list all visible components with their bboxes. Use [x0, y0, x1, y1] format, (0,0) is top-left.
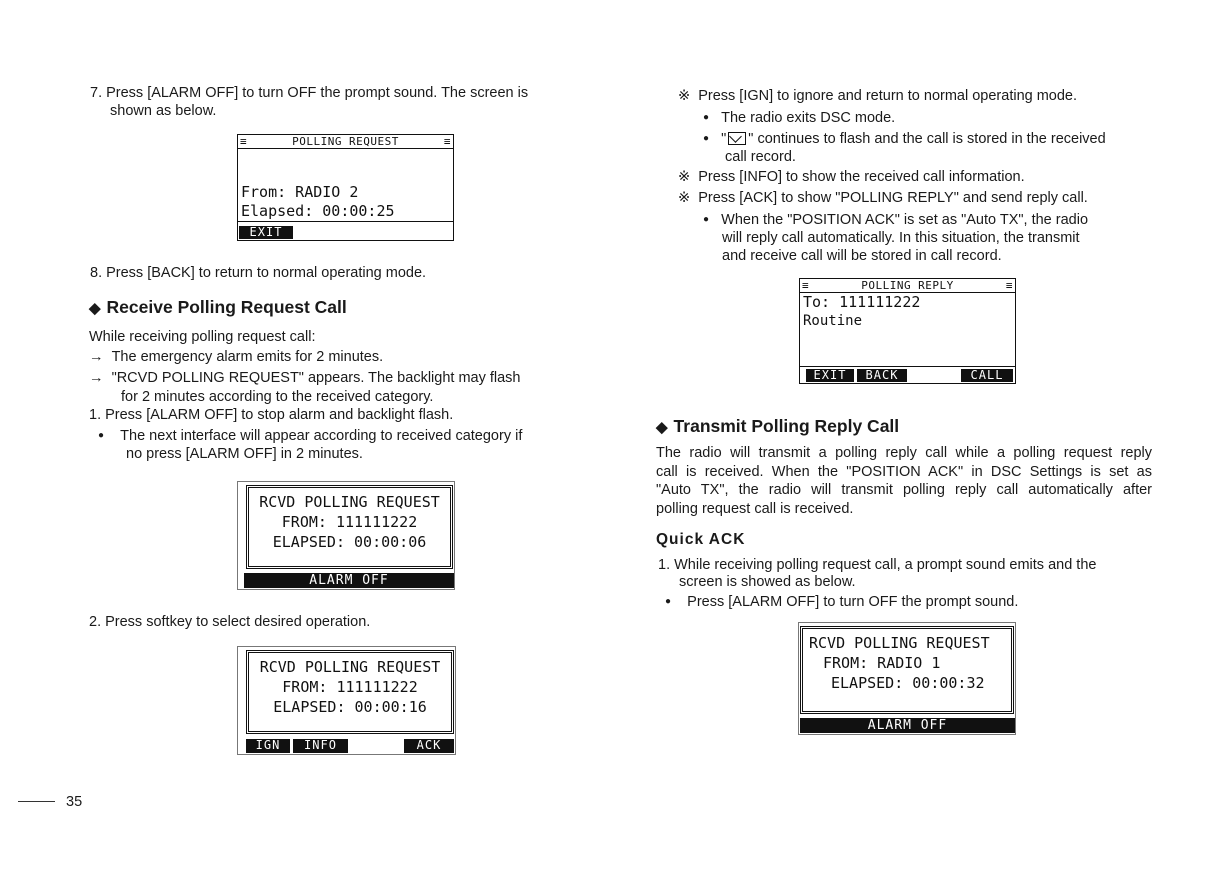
- arrow-item-1: [89, 348, 383, 367]
- step-8: 8. Press [BACK] to return to normal operating mode.: [90, 265, 427, 281]
- note-ign: [678, 87, 1077, 106]
- bullet-alarm-off: [665, 592, 1018, 612]
- lcd-title-bar: [238, 135, 453, 149]
- lcd-polling-reply: [799, 278, 1016, 384]
- arrow-icon: →: [89, 370, 104, 386]
- lcd-rcvd-elapsed: ELAPSED: 00:00:06: [272, 533, 427, 551]
- softkey-alarm-off[interactable]: ALARM OFF: [244, 573, 454, 588]
- bullet-text: Press [ALARM OFF] to turn OFF the prompt sound.: [687, 594, 1019, 610]
- bullet-text: " continues to flash and the call is stored in the received: [748, 131, 1106, 147]
- lcd-rcvd-from: FROM: RADIO 1: [823, 654, 941, 672]
- section-title-transmit: [656, 415, 899, 439]
- menu-icon: ≡: [802, 279, 810, 292]
- note-icon: ※: [678, 88, 691, 104]
- arrow-icon: →: [89, 349, 104, 365]
- bullet-text: The next interface will appear according to received category if: [120, 428, 523, 444]
- para-line-4: polling request call is received.: [656, 501, 854, 517]
- quick-step-1: 1. While receiving polling request call, a prompt sound emits and the: [658, 557, 1097, 573]
- note-icon: ※: [678, 169, 691, 185]
- note-ack: [678, 189, 1088, 208]
- lcd-rcvd-radio1: [798, 622, 1016, 735]
- softkey-call[interactable]: CALL: [961, 369, 1013, 382]
- lcd-rcvd-frame: [800, 626, 1014, 714]
- softkey-alarm-off[interactable]: ALARM OFF: [800, 718, 1015, 733]
- lcd-rcvd-polling-request: [237, 481, 455, 590]
- bullet-exits-dsc: [703, 108, 895, 128]
- diamond-icon: ◆: [89, 300, 101, 317]
- lcd-polling-request: [237, 134, 454, 241]
- lcd-rcvd-title: RCVD POLLING REQUEST: [259, 658, 441, 676]
- page-number: 35: [66, 794, 83, 810]
- lcd-title: POLLING REPLY: [861, 279, 954, 292]
- page-number-rule: [18, 801, 55, 802]
- bullet-auto-tx: [703, 210, 1088, 230]
- menu-icon: ≡: [1005, 279, 1013, 292]
- lcd-from: From: RADIO 2: [241, 183, 359, 201]
- subsection-quick-ack: Quick ACK: [656, 531, 746, 548]
- bullet-text: When the "POSITION ACK" is set as "Auto TX", the radio: [721, 212, 1089, 228]
- arrow-item-2: [89, 369, 521, 388]
- bullet-next-interface: [98, 426, 522, 446]
- envelope-icon: [728, 132, 746, 145]
- lcd-rcvd-from: FROM: 111111222: [282, 678, 418, 696]
- menu-icon: ≡: [443, 135, 451, 148]
- lcd-rcvd-frame: [246, 485, 453, 569]
- lcd-to: To: 111111222: [803, 293, 921, 311]
- section-title-text: Transmit Polling Reply Call: [673, 416, 900, 436]
- bullet-icon: ●: [703, 112, 710, 123]
- softkey-ack[interactable]: ACK: [404, 739, 454, 753]
- step-1: 1. Press [ALARM OFF] to stop alarm and backlight flash.: [89, 407, 454, 423]
- lcd-rcvd-frame: [246, 650, 454, 734]
- lcd-title: POLLING REQUEST: [292, 135, 399, 148]
- intro-text: While receiving polling request call:: [89, 329, 316, 345]
- quick-step-1-line2: screen is showed as below.: [679, 574, 856, 590]
- bullet-next-interface-line2: no press [ALARM OFF] in 2 minutes.: [126, 446, 363, 462]
- arrow-item-2-line2: for 2 minutes according to the received category.: [121, 389, 434, 405]
- softkey-exit[interactable]: EXIT: [239, 226, 293, 239]
- bullet-text: The radio exits DSC mode.: [721, 110, 896, 126]
- bullet-icon: ●: [98, 430, 105, 441]
- para-line-3: "Auto TX", the radio will transmit polling reply call automatically after: [656, 482, 1152, 498]
- note-text: Press [INFO] to show the received call information.: [698, 169, 1025, 185]
- lcd-rcvd-from: FROM: 111111222: [281, 513, 418, 531]
- bullet-icon: ●: [665, 596, 672, 607]
- arrow-item-text: The emergency alarm emits for 2 minutes.: [111, 349, 384, 365]
- lcd-elapsed: Elapsed: 00:00:25: [238, 202, 453, 222]
- softkey-exit[interactable]: EXIT: [806, 369, 854, 382]
- step-2: 2. Press softkey to select desired operation.: [89, 614, 371, 630]
- lcd-rcvd-elapsed: ELAPSED: 00:00:32: [831, 674, 985, 692]
- note-text: Press [IGN] to ignore and return to normal operating mode.: [698, 88, 1078, 104]
- bullet-auto-tx-line3: and receive call will be stored in call record.: [722, 248, 1002, 264]
- softkey-ign[interactable]: IGN: [246, 739, 290, 753]
- bullet-envelope-line2: call record.: [725, 149, 796, 165]
- lcd-rcvd-elapsed: ELAPSED: 00:00:16: [273, 698, 427, 716]
- lcd-routine: Routine: [803, 313, 863, 329]
- section-title-text: Receive Polling Request Call: [106, 297, 347, 317]
- lcd-rcvd-title: RCVD POLLING REQUEST: [259, 493, 440, 511]
- note-icon: ※: [678, 190, 691, 206]
- arrow-item-text: "RCVD POLLING REQUEST" appears. The backlight may flash: [111, 370, 521, 386]
- note-info: [678, 168, 1025, 187]
- quote-open: ": [721, 131, 727, 147]
- bullet-icon: ●: [703, 133, 710, 144]
- para-line-2: call is received. When the "POSITION ACK" in DSC Settings is set as: [656, 464, 1152, 480]
- bullet-icon: ●: [703, 214, 710, 225]
- softkey-back[interactable]: BACK: [857, 369, 907, 382]
- note-text: Press [ACK] to show "POLLING REPLY" and send reply call.: [698, 190, 1088, 206]
- step-7-line1: 7. Press [ALARM OFF] to turn OFF the prompt sound. The screen is: [90, 85, 529, 101]
- lcd-title-bar: [800, 279, 1015, 293]
- diamond-icon: ◆: [656, 419, 668, 436]
- menu-icon: ≡: [240, 135, 248, 148]
- para-line-1: The radio will transmit a polling reply call while a polling request reply: [656, 445, 1152, 461]
- lcd-rcvd-softkeys: [237, 646, 456, 755]
- section-title-receive: [89, 296, 347, 320]
- bullet-envelope-flash: [703, 129, 1106, 149]
- bullet-auto-tx-line2: will reply call automatically. In this situation, the transmit: [722, 230, 1080, 246]
- softkey-info[interactable]: INFO: [293, 739, 348, 753]
- step-7-line2: shown as below.: [110, 103, 217, 119]
- lcd-rcvd-title: RCVD POLLING REQUEST: [809, 634, 990, 652]
